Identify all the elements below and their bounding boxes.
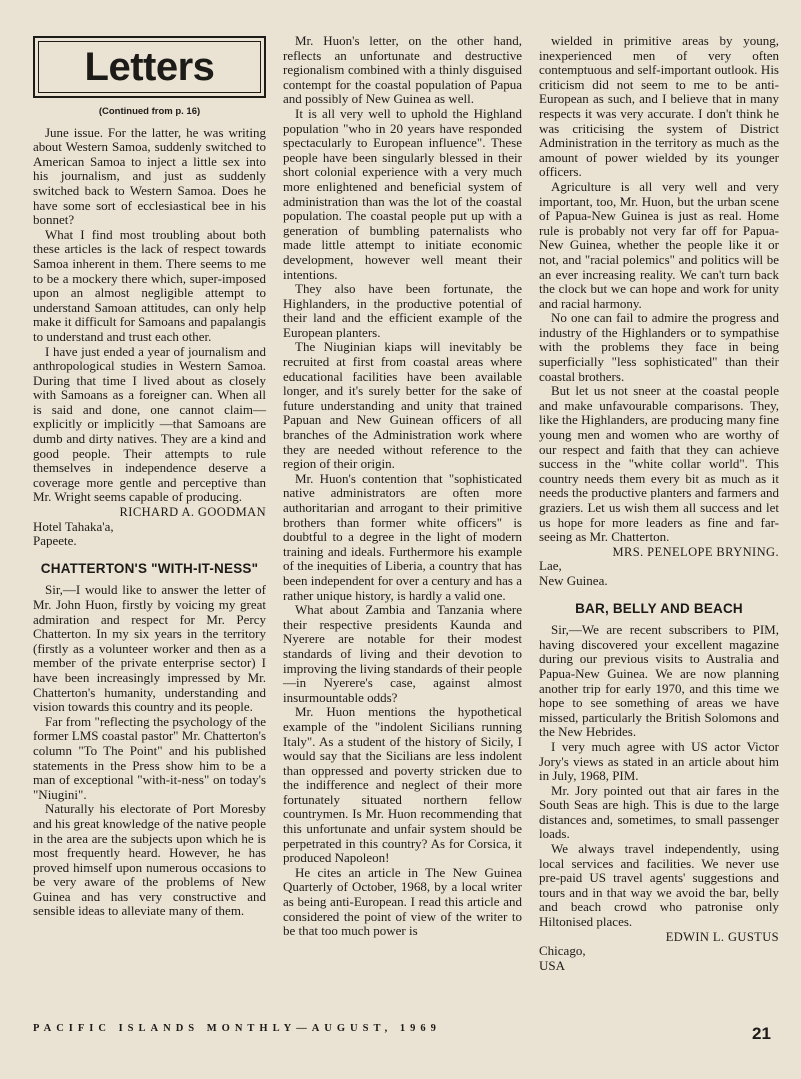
paragraph: It is all very well to uphold the Highland population "who in 20 years have responded spectacularly to European influence". These people have been singularly blessed in their short colonial experience with a very much more enlightened and beneficial system of administration than was the lot of the coastal population. The coastal people put up with a generation of bumbling paternalists who made little attempt to initiate economic development, however well meant their intentions.: [283, 105, 522, 282]
paragraph: Far from "reflecting the psychology of the former LMS coastal pastor" Mr. Chatterton's column "To The Point" and his published statements in the Press show him to be a man of exceptional "with-it-ness" on today's "Niugini".: [33, 713, 266, 802]
paragraph: He cites an article in The New Guinea Quarterly of October, 1968, by a local writer as being anti-European. I read this article and considered the point of view of the writer to be that too much power is: [283, 864, 522, 939]
signature: MRS. PENELOPE BRYNING.: [612, 544, 779, 559]
paragraph: Mr. Huon's letter, on the other hand, reflects an unfortunate and destructive regionalism combined with a thinly disguised contempt for the coastal population of Papua and possibly of New Guinea as well.: [283, 33, 522, 107]
address-line: New Guinea.: [539, 572, 608, 588]
letter-heading: BAR, BELLY AND BEACH: [575, 600, 743, 616]
paragraph: Mr. Huon mentions the hypothetical example of the "indolent Sicilians running Italy". As a student of the history of Sicily, I would say that the Sicilians are less indolent than oppressed and poverty stricken due to the indifference and neglect of their more fortunately situated northern fellow countrymen. Is Mr. Huon recommending that this unfortunate and unfair system should be perpetrated in this country? As for Corsica, it produced Napoleon!: [283, 704, 522, 866]
magazine-footer: PACIFIC ISLANDS MONTHLY—AUGUST, 1969: [33, 1023, 441, 1034]
letter-heading: CHATTERTON'S "WITH-IT-NESS": [40, 560, 259, 576]
continued-note: (Continued from p. 16): [98, 106, 201, 117]
paragraph: What about Zambia and Tanzania where their respective presidents Kaunda and Nyerere are notable for their modest standards of living and their devotion to improving the living standards of their people—in Nyerere's case, against almost insurmountable odds?: [283, 602, 522, 705]
paragraph: wielded in primitive areas by young, inexperienced men of very often contemptuous and self-important outlook. His criticism did not seem to me to be anti-European as such, and I believe that in many respects it was very accurate. I don't think he was criticising the system of District Administration in the territory as much as the amount of power wielded by its younger officers.: [539, 33, 779, 180]
paragraph: Sir,—We are recent subscribers to PIM, having discovered your excellent magazine during our previous visits to Australia and Papua-New Guinea. We are now planning another trip for early 1970, and this time we hope to see something of areas we have missed, particularly the British Solomons and the New Hebrides.: [539, 622, 779, 740]
paragraph: I very much agree with US actor Victor Jory's views as stated in an article about him in July, 1968, PIM.: [539, 738, 779, 784]
paragraph: I have just ended a year of journalism and anthropological studies in Western Samoa. During that time I lived about as closely with Samoans as a foreigner can. When all is said and done, one cannot claim—explicitly or implicitly —that Samoans are dumb and dirty natives. They are a kind and good people. Their attempts to rule themselves in independence deserve a coverage more gentle and perceptive than Mr. Wright seems capable of producing.: [33, 343, 266, 505]
paragraph: Naturally his electorate of Port Moresby and his great knowledge of the native people in the area are the subjects upon which he is most frequently heard. However, he has proved himself upon numerous occasions to be very aware of the problems of New Guinea and has very constructive and sensible ideas to alleviate many of them.: [33, 801, 266, 919]
paragraph: But let us not sneer at the coastal people and make unfavourable comparisons. They, like the Highlanders, are producing many fine young men and women who are worthy of our respect and faith that they can achieve success in the "white collar world". This country needs them every bit as much as it needs the productive planters and farmers and graziers. Let us wish them all success and let us hope for more leaders as fine and far-seeing as Mr. Chatterton.: [539, 383, 779, 545]
address-line: Hotel Tahaka'a,: [33, 518, 114, 534]
column-3: [539, 34, 779, 973]
address-line: Lae,: [539, 558, 562, 574]
paragraph: The Niuginian kiaps will inevitably be recruited at first from coastal areas where educational facilities have been available longer, and it's surely better for the sake of future understanding and unity that trained Papuan and New Guinean officers of all branches of the Administration work where they are needed without reference to the region of their origin.: [283, 339, 522, 472]
paragraph: Mr. Jory pointed out that air fares in the South Seas are high. This is due to the large distances and, sometimes, to small passenger loads.: [539, 782, 779, 842]
paragraph: They also have been fortunate, the Highlanders, in the productive potential of their land and the efficient example of the European planters.: [283, 281, 522, 340]
section-masthead: [33, 36, 266, 98]
paragraph: Mr. Huon's contention that "sophisticated native administrators are often more authoritarian and arrogant to their primitive brothers than former white officers" is doubtful to a degree in the light of modern training and ideals. Furthermore his example of the inequities of Liberia, a country that has been independent for over a century and has a rather unique history, is hardly a valid one.: [283, 470, 522, 603]
paragraph: Sir,—I would like to answer the letter of Mr. John Huon, firstly by voicing my great admiration and respect for Mr. Percy Chatterton. In my six years in the territory (firstly as a volunteer worker and then as a member of the private enterprise sector) I have been increasingly impressed by Mr. Chatterton's humanity, understanding and vision towards this country and its people.: [33, 582, 266, 715]
column-2: [283, 34, 522, 939]
paragraph: What I find most troubling about both these articles is the lack of respect towards Samoa inherent in them. There seems to me to be a mockery there which, super-imposed upon an almost negligible attempt to understand Samoan attitudes, can only help make it difficult for Samoans and papalangis to understand and trust each other.: [33, 226, 266, 344]
paragraph: June issue. For the latter, he was writing about Western Samoa, suddenly switched to American Samoa to inject a little sex into his journalism, and just as suddenly switched back to Western Samoa. Does he have some sort of ecclesiastical bee in his bonnet?: [33, 124, 266, 228]
signature: RICHARD A. GOODMAN: [119, 505, 266, 520]
address-line: Chicago,: [539, 943, 586, 959]
section-title: Letters: [84, 44, 215, 89]
paragraph: We always travel independently, using local services and facilities. We never use pre-paid US travel agents' suggestions and tours and in that way we avoid the bar, belly and beach crowd who patronise only Hiltonised places.: [539, 841, 779, 930]
signature: EDWIN L. GUSTUS: [665, 929, 779, 944]
address-line: Papeete.: [33, 533, 77, 549]
address-line: USA: [539, 957, 566, 973]
column-1: [33, 34, 266, 919]
page-number: 21: [752, 1024, 771, 1043]
paragraph: No one can fail to admire the progress and industry of the Highlanders or to sympathise with the problems they face in being superficially "less sophisticated" than their coastal brothers.: [539, 310, 779, 384]
paragraph: Agriculture is all very well and very important, too, Mr. Huon, but the urban scene of Papua-New Guinea is just as real. Home rule is probably not very far off for Papua-New Guinea, whether the people like it or not, and "racial polemics" and politics will be an ever increasing reality. We can't turn back the clock but we can hope and work for unity and racial harmony.: [539, 178, 779, 311]
